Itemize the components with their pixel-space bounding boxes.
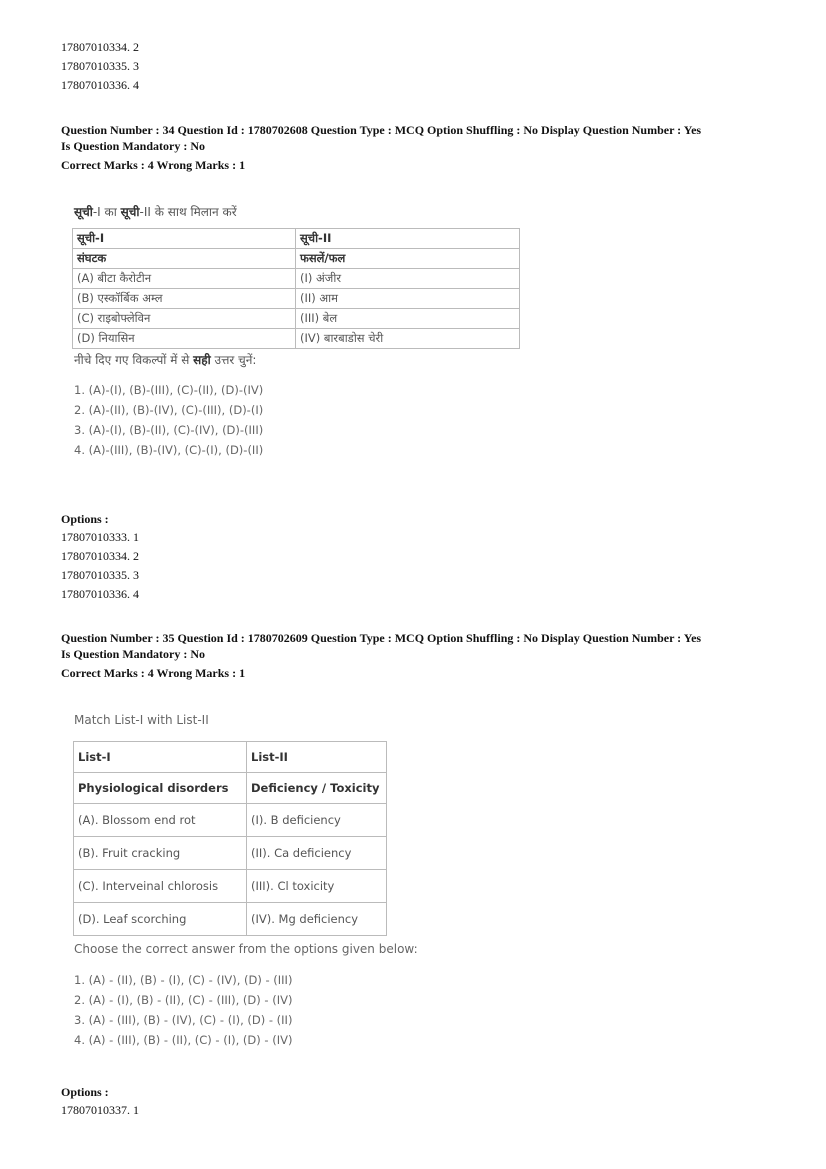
q34-caption-mid: -I का (92, 205, 121, 219)
option-line: 17807010335. 3 (61, 568, 139, 582)
q34-instruction-pre: नीचे दिए गए विकल्पों में से (74, 353, 194, 367)
table-cell: (IV) बारबाडोस चेरी (296, 329, 520, 349)
q34-match-table (72, 228, 520, 349)
choice-item: 3. (A) - (III), (B) - (IV), (C) - (I), (D) - (II) (74, 1013, 293, 1027)
q34-caption (74, 203, 520, 220)
q35-choices (74, 970, 418, 1050)
table-row (74, 804, 387, 837)
q35-question-image (74, 713, 418, 1050)
q34-options-label: Options : (61, 512, 109, 526)
q34-meta (61, 122, 781, 173)
table-cell: List-II (247, 742, 387, 773)
table-cell: (C). Interveinal chlorosis (74, 870, 247, 903)
table-cell: (I). B deficiency (247, 804, 387, 837)
table-row (74, 837, 387, 870)
option-line: 17807010336. 4 (61, 78, 139, 92)
top-options-list (61, 38, 139, 95)
choice-item: 1. (A) - (II), (B) - (I), (C) - (IV), (D) - (III) (74, 973, 293, 987)
option-line: 17807010335. 3 (61, 59, 139, 73)
q35-options-list (61, 1101, 139, 1120)
option-line: 17807010336. 4 (61, 587, 139, 601)
q34-meta-line1: Question Number : 34 Question Id : 1780702608 Question Type : MCQ Option Shuffling : No Display Question Number : Yes (61, 123, 702, 137)
table-row (73, 329, 520, 349)
option-line: 17807010334. 2 (61, 40, 139, 54)
choice-item: 4. (A) - (III), (B) - (II), (C) - (I), (D) - (IV) (74, 1033, 293, 1047)
q34-instruction-post: उत्तर चुनें: (210, 353, 257, 367)
option-line: 17807010337. 1 (61, 1103, 139, 1117)
q34-marks: Correct Marks : 4 Wrong Marks : 1 (61, 158, 246, 172)
option-line: 17807010334. 2 (61, 549, 139, 563)
table-cell: सूची-I (73, 229, 296, 249)
table-row (73, 249, 520, 269)
choice-item: 4. (A)-(III), (B)-(IV), (C)-(I), (D)-(II) (74, 443, 264, 457)
table-cell: सूची-II (296, 229, 520, 249)
table-cell: (III) बेल (296, 309, 520, 329)
table-row (73, 269, 520, 289)
q34-instruction-bold: सही (193, 353, 211, 367)
q34-caption-bold2: सूची (120, 205, 140, 219)
q35-options-label: Options : (61, 1085, 109, 1099)
table-cell: (II). Ca deficiency (247, 837, 387, 870)
table-row (74, 742, 387, 773)
table-row (73, 229, 520, 249)
q34-question-image (74, 203, 520, 460)
q34-options-list (61, 528, 139, 604)
q35-meta-line2: Is Question Mandatory : No (61, 647, 206, 661)
table-row (74, 903, 387, 936)
q35-meta-line1: Question Number : 35 Question Id : 1780702609 Question Type : MCQ Option Shuffling : No Display Question Number : Yes (61, 631, 702, 645)
q35-instruction: Choose the correct answer from the options given below: (74, 942, 418, 956)
q35-caption: Match List-I with List-II (74, 713, 209, 727)
table-cell: (B) एस्कॉर्बिक अम्ल (73, 289, 296, 309)
table-row (73, 309, 520, 329)
table-cell: (D). Leaf scorching (74, 903, 247, 936)
table-cell: (I) अंजीर (296, 269, 520, 289)
table-cell: (C) राइबोफ्लेविन (73, 309, 296, 329)
choice-item: 2. (A)-(II), (B)-(IV), (C)-(III), (D)-(I) (74, 403, 264, 417)
table-row (74, 773, 387, 804)
table-cell: (III). Cl toxicity (247, 870, 387, 903)
q34-caption-bold1: सूची (74, 205, 93, 219)
table-cell: (A). Blossom end rot (74, 804, 247, 837)
table-cell: (D) नियासिन (73, 329, 296, 349)
choice-item: 1. (A)-(I), (B)-(III), (C)-(II), (D)-(IV) (74, 383, 264, 397)
q35-meta (61, 630, 781, 681)
q34-meta-line2: Is Question Mandatory : No (61, 139, 206, 153)
table-row (73, 289, 520, 309)
option-line: 17807010333. 1 (61, 530, 139, 544)
choice-item: 3. (A)-(I), (B)-(II), (C)-(IV), (D)-(III) (74, 423, 264, 437)
table-cell: (II) आम (296, 289, 520, 309)
table-cell: फसलें/फल (296, 249, 520, 269)
q34-caption-suffix: -II के साथ मिलान करें (139, 205, 237, 219)
q34-choices (74, 380, 520, 460)
q34-instruction (74, 351, 520, 368)
table-cell: (IV). Mg deficiency (247, 903, 387, 936)
table-cell: Physiological disorders (74, 773, 247, 804)
table-cell: संघटक (73, 249, 296, 269)
q35-marks: Correct Marks : 4 Wrong Marks : 1 (61, 666, 246, 680)
choice-item: 2. (A) - (I), (B) - (II), (C) - (III), (D) - (IV) (74, 993, 293, 1007)
table-cell: (A) बीटा कैरोटीन (73, 269, 296, 289)
q35-match-table (73, 741, 387, 936)
table-cell: (B). Fruit cracking (74, 837, 247, 870)
table-row (74, 870, 387, 903)
table-cell: List-I (74, 742, 247, 773)
table-cell: Deficiency / Toxicity (247, 773, 387, 804)
